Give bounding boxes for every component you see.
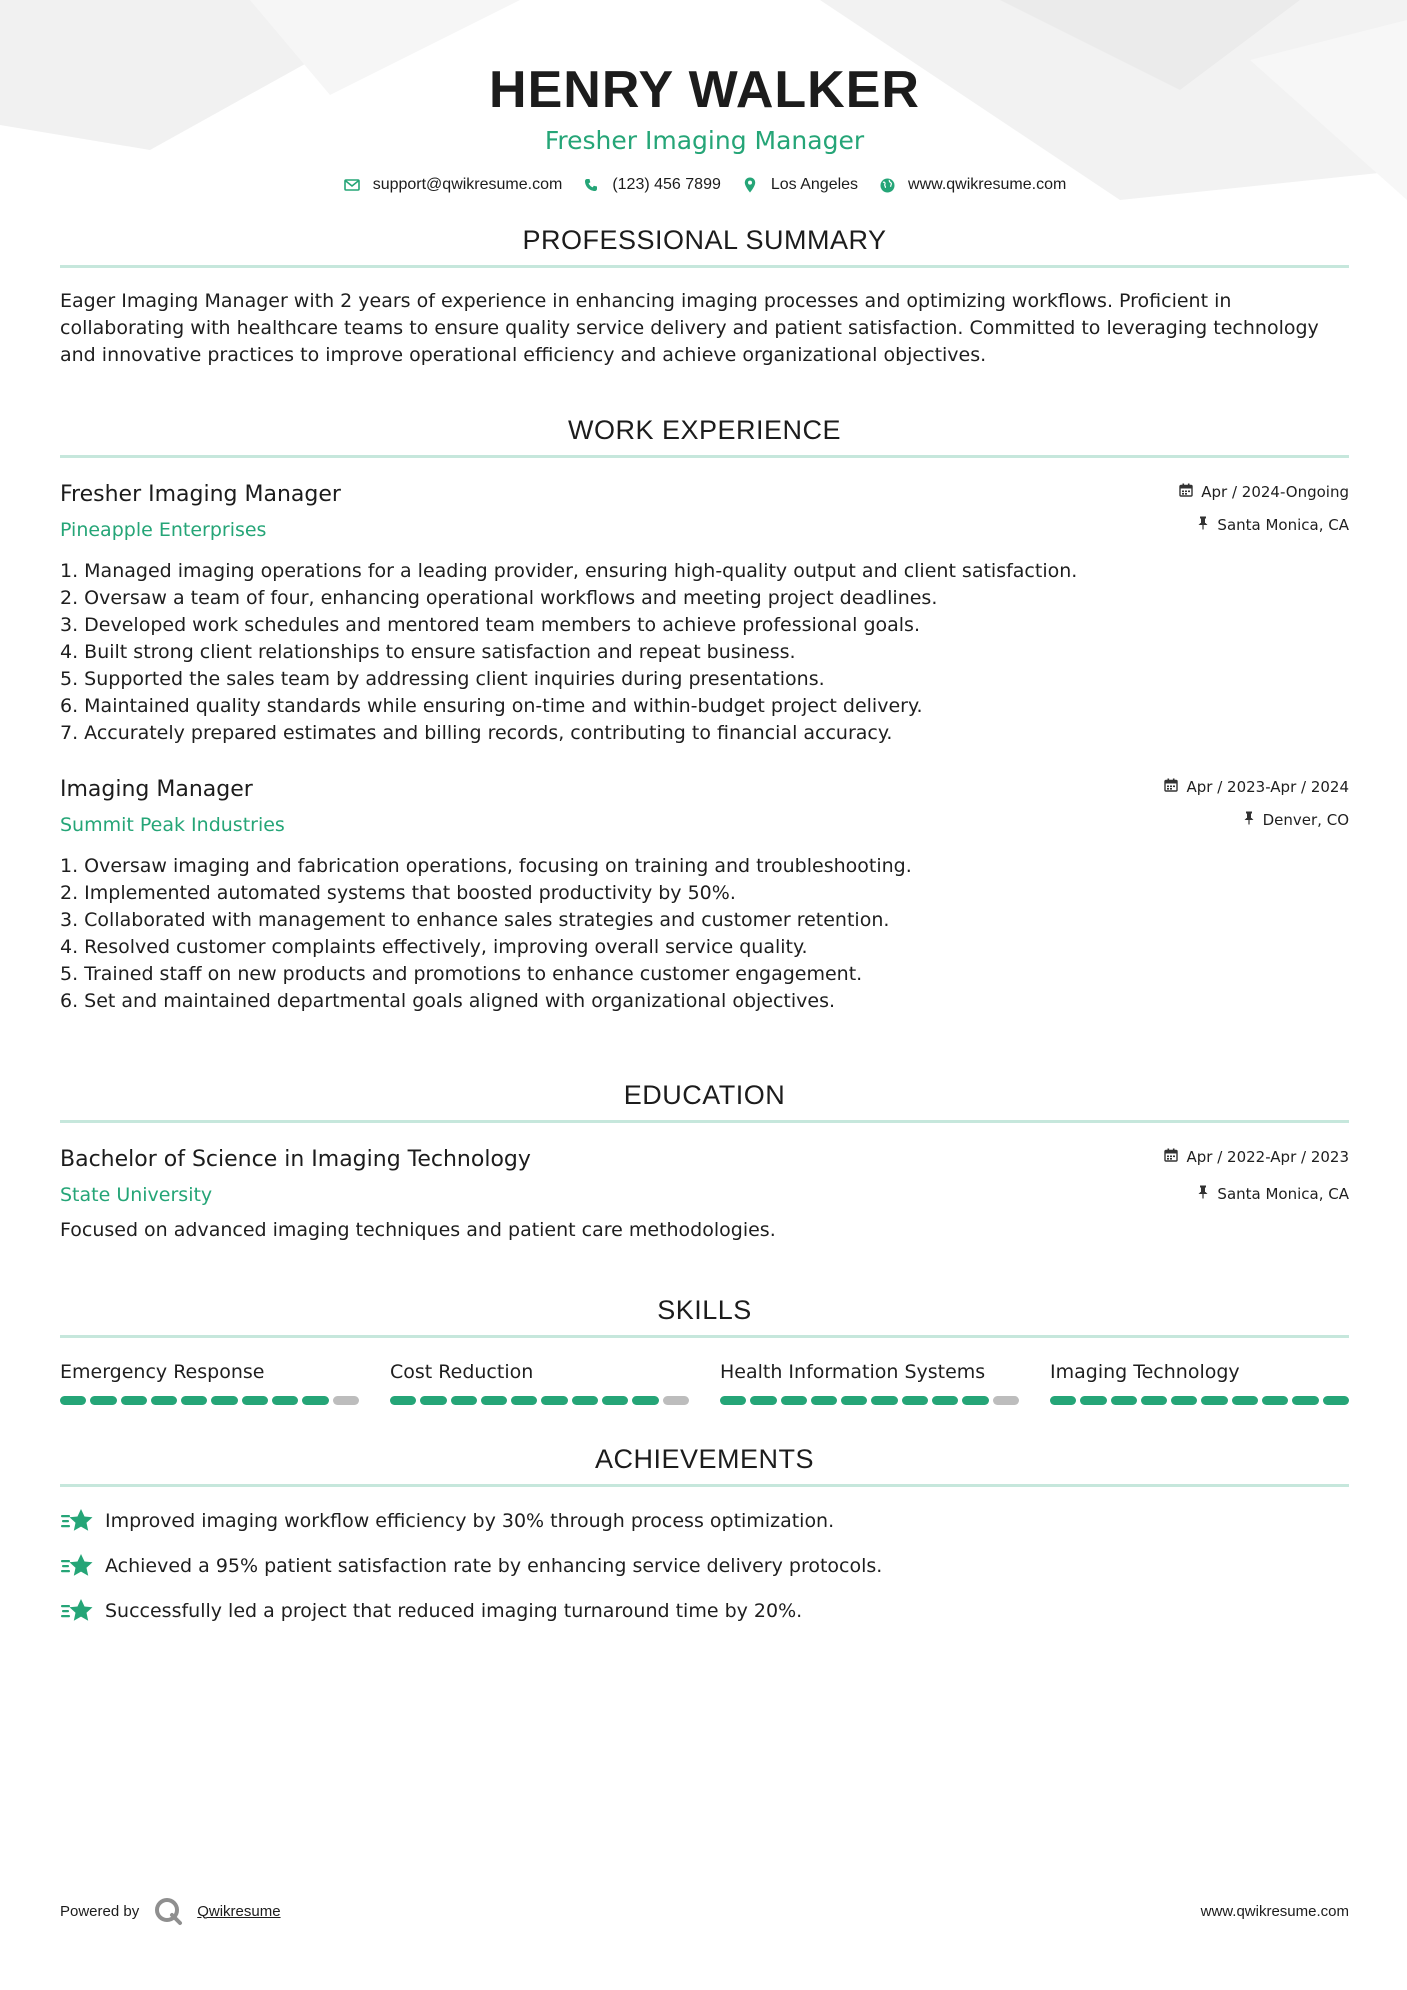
contact-phone[interactable] — [582, 176, 721, 194]
powered-by — [60, 1896, 281, 1926]
pushpin-icon — [1197, 515, 1209, 535]
job-entry — [60, 777, 1349, 1015]
skill-segment-empty — [993, 1396, 1019, 1405]
skill-segment-filled — [511, 1396, 537, 1405]
job-title: Imaging Manager — [60, 777, 253, 802]
skill-level-bar — [720, 1396, 1019, 1405]
list-item: 4. Resolved customer complaints effectively, improving overall service quality. — [60, 936, 808, 958]
skill-segment-filled — [211, 1396, 237, 1405]
skill-segment-filled — [1292, 1396, 1318, 1405]
resume-header — [60, 0, 1349, 194]
skill-item — [390, 1360, 689, 1405]
contact-bar — [60, 176, 1349, 194]
skill-segment-filled — [1232, 1396, 1258, 1405]
skill-level-bar — [390, 1396, 689, 1405]
skill-segment-filled — [1323, 1396, 1349, 1405]
school-name: State University — [60, 1184, 213, 1206]
section-heading-experience: WORK EXPERIENCE — [567, 415, 842, 445]
skill-segment-filled — [720, 1396, 746, 1405]
skill-segment-filled — [420, 1396, 446, 1405]
skill-segment-filled — [481, 1396, 507, 1405]
skill-segment-filled — [60, 1396, 86, 1405]
pushpin-icon — [1243, 810, 1255, 830]
skill-segment-empty — [663, 1396, 689, 1405]
education-description: Focused on advanced imaging techniques and patient care methodologies. — [60, 1219, 776, 1241]
summary-section — [60, 224, 1349, 369]
job-responsibilities — [60, 853, 1349, 1015]
skill-segment-filled — [151, 1396, 177, 1405]
skill-segment-empty — [333, 1396, 359, 1405]
section-heading-achievements: ACHIEVEMENTS — [594, 1444, 815, 1474]
contact-website[interactable] — [878, 176, 1066, 194]
job-company: Pineapple Enterprises — [60, 519, 267, 541]
job-title: Fresher Imaging Manager — [60, 482, 341, 507]
skill-name: Imaging Technology — [1050, 1361, 1240, 1383]
education-entry — [60, 1147, 1349, 1244]
powered-by-label: Powered by — [60, 1902, 140, 1920]
list-item: 5. Trained staff on new products and promotions to enhance customer engagement. — [60, 963, 863, 985]
skill-segment-filled — [90, 1396, 116, 1405]
calendar-icon — [1164, 777, 1178, 797]
list-item: 1. Managed imaging operations for a leading provider, ensuring high-quality output and client satisfaction. — [60, 560, 1078, 582]
skill-segment-filled — [1080, 1396, 1106, 1405]
skill-segment-filled — [121, 1396, 147, 1405]
page-footer — [60, 1896, 1349, 1926]
skill-segment-filled — [572, 1396, 598, 1405]
section-divider — [60, 265, 1349, 268]
job-location: Denver, CO — [1262, 811, 1349, 829]
skill-segment-filled — [451, 1396, 477, 1405]
skill-segment-filled — [541, 1396, 567, 1405]
skill-item — [1050, 1360, 1349, 1405]
map-pin-icon — [741, 176, 759, 194]
skills-section — [60, 1294, 1349, 1405]
section-heading-education: EDUCATION — [623, 1080, 786, 1110]
skill-segment-filled — [871, 1396, 897, 1405]
list-item: 3. Collaborated with management to enhance sales strategies and customer retention. — [60, 909, 890, 931]
skill-item — [60, 1360, 359, 1405]
skill-name: Cost Reduction — [390, 1361, 534, 1383]
section-heading-summary: PROFESSIONAL SUMMARY — [522, 225, 887, 255]
education-location: Santa Monica, CA — [1217, 1185, 1349, 1203]
candidate-title: Fresher Imaging Manager — [544, 126, 865, 155]
skill-segment-filled — [1141, 1396, 1167, 1405]
achievement-item — [60, 1597, 1349, 1625]
star-icon — [60, 1597, 95, 1625]
calendar-icon — [1179, 482, 1193, 502]
skill-item — [720, 1360, 1019, 1405]
job-entry — [60, 482, 1349, 747]
list-item: 6. Maintained quality standards while ensuring on-time and within-budget project delivery. — [60, 695, 923, 717]
list-item: 2. Oversaw a team of four, enhancing operational workflows and meeting project deadlines. — [60, 587, 938, 609]
degree-title: Bachelor of Science in Imaging Technology — [60, 1147, 531, 1172]
section-divider — [60, 1484, 1349, 1487]
list-item: 6. Set and maintained departmental goals aligned with organizational objectives. — [60, 990, 836, 1012]
skill-segment-filled — [632, 1396, 658, 1405]
skill-segment-filled — [242, 1396, 268, 1405]
skill-name: Emergency Response — [60, 1361, 265, 1383]
location-text: Los Angeles — [770, 176, 859, 193]
achievement-text: Improved imaging workflow efficiency by 30% through process optimization. — [105, 1509, 835, 1532]
skill-segment-filled — [1111, 1396, 1137, 1405]
envelope-icon — [343, 176, 361, 194]
candidate-name: HENRY WALKER — [489, 61, 920, 119]
skill-segment-filled — [181, 1396, 207, 1405]
skill-segment-filled — [932, 1396, 958, 1405]
section-heading-skills: SKILLS — [657, 1295, 752, 1325]
skill-segment-filled — [272, 1396, 298, 1405]
globe-icon — [878, 176, 896, 194]
contact-location — [741, 176, 858, 194]
achievement-item — [60, 1507, 1349, 1535]
skill-name: Health Information Systems — [720, 1361, 986, 1383]
resume-page — [60, 0, 1349, 1625]
skill-segment-filled — [962, 1396, 988, 1405]
qwikresume-link[interactable]: Qwikresume — [197, 1902, 281, 1920]
skill-segment-filled — [1050, 1396, 1076, 1405]
star-icon — [60, 1507, 95, 1535]
skill-segment-filled — [1171, 1396, 1197, 1405]
skill-segment-filled — [390, 1396, 416, 1405]
calendar-icon — [1164, 1147, 1178, 1167]
website-text: www.qwikresume.com — [908, 176, 1067, 193]
education-section — [60, 1079, 1349, 1244]
skill-segment-filled — [1262, 1396, 1288, 1405]
email-text: support@qwikresume.com — [372, 176, 563, 193]
phone-text: (123) 456 7899 — [612, 176, 721, 193]
skill-segment-filled — [750, 1396, 776, 1405]
achievement-text: Achieved a 95% patient satisfaction rate by enhancing service delivery protocols. — [105, 1554, 883, 1577]
section-divider — [60, 455, 1349, 458]
contact-email[interactable] — [343, 176, 563, 194]
skill-segment-filled — [841, 1396, 867, 1405]
list-item: 2. Implemented automated systems that boosted productivity by 50%. — [60, 882, 736, 904]
list-item: 4. Built strong client relationships to ensure satisfaction and repeat business. — [60, 641, 796, 663]
achievement-item — [60, 1552, 1349, 1580]
skill-segment-filled — [1201, 1396, 1227, 1405]
job-company: Summit Peak Industries — [60, 814, 285, 836]
list-item: 3. Developed work schedules and mentored team members to achieve professional goals. — [60, 614, 920, 636]
list-item: 1. Oversaw imaging and fabrication operations, focusing on training and troubleshooting. — [60, 855, 912, 877]
education-dates: Apr / 2022-Apr / 2023 — [1186, 1148, 1349, 1166]
skill-level-bar — [60, 1396, 359, 1405]
summary-text: Eager Imaging Manager with 2 years of experience in enhancing imaging processes and optimizing workflows. Proficient in collaborating with healthcare teams to ensure quality service delivery and patient satisfaction. Committed to leveraging technology and innovative practices to improve operational efficiency and achieve organizational objectives. — [60, 290, 1319, 366]
phone-icon — [582, 176, 600, 194]
section-divider — [60, 1120, 1349, 1123]
footer-website[interactable]: www.qwikresume.com — [1200, 1902, 1349, 1920]
skill-level-bar — [1050, 1396, 1349, 1405]
job-responsibilities — [60, 558, 1349, 747]
achievement-text: Successfully led a project that reduced imaging turnaround time by 20%. — [105, 1599, 803, 1622]
skill-segment-filled — [811, 1396, 837, 1405]
skill-segment-filled — [781, 1396, 807, 1405]
job-location: Santa Monica, CA — [1217, 516, 1349, 534]
experience-section — [60, 414, 1349, 1015]
star-icon — [60, 1552, 95, 1580]
list-item: 5. Supported the sales team by addressing client inquiries during presentations. — [60, 668, 825, 690]
job-dates: Apr / 2023-Apr / 2024 — [1186, 778, 1349, 796]
qwikresume-logo-icon — [153, 1896, 183, 1926]
list-item: 7. Accurately prepared estimates and billing records, contributing to financial accuracy. — [60, 722, 893, 744]
skill-segment-filled — [902, 1396, 928, 1405]
job-dates: Apr / 2024-Ongoing — [1201, 483, 1349, 501]
achievements-section — [60, 1443, 1349, 1625]
section-divider — [60, 1335, 1349, 1338]
skill-segment-filled — [602, 1396, 628, 1405]
pushpin-icon — [1197, 1184, 1209, 1204]
skill-segment-filled — [302, 1396, 328, 1405]
